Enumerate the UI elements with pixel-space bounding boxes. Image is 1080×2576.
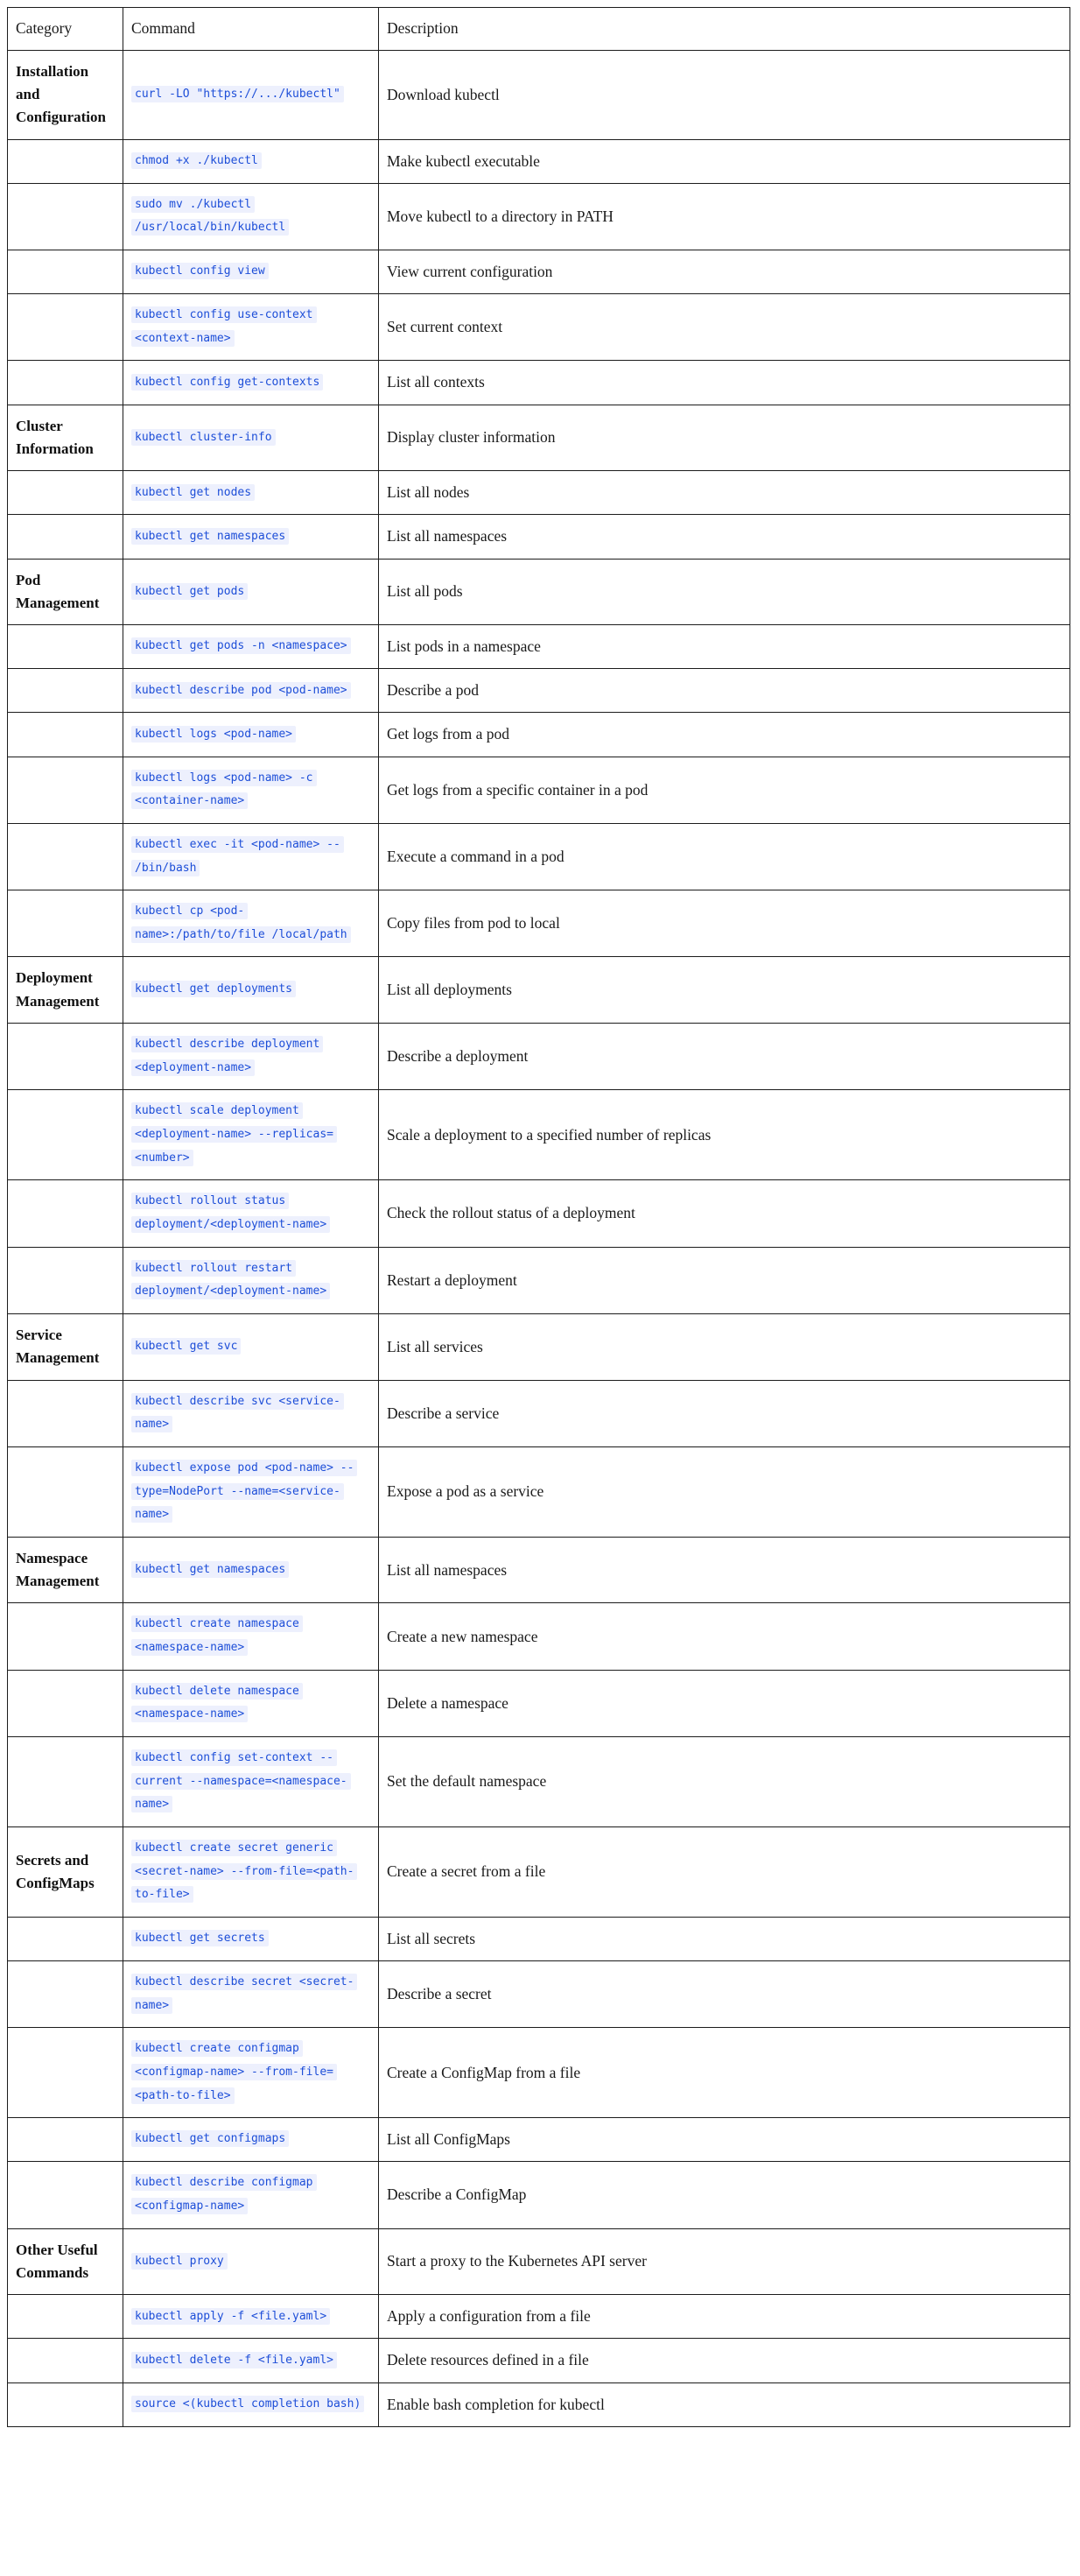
cell-command <box>123 2339 379 2382</box>
cell-category: Other Useful Commands <box>8 2228 123 2295</box>
table-row <box>8 669 1070 713</box>
cell-command <box>123 757 379 823</box>
cell-category <box>8 2295 123 2339</box>
cell-command <box>123 2295 379 2339</box>
cell-description: Execute a command in a pod <box>379 823 1070 890</box>
cell-command <box>123 139 379 183</box>
command-code[interactable]: kubectl rollout restart deployment/<deployment-name> <box>131 1260 330 1300</box>
cell-description: Create a secret from a file <box>379 1826 1070 1917</box>
cell-category <box>8 515 123 559</box>
cell-command <box>123 2118 379 2162</box>
cell-description: Set the default namespace <box>379 1737 1070 1827</box>
cell-command <box>123 1313 379 1380</box>
cell-category <box>8 1917 123 1960</box>
table-header-row <box>8 8 1070 51</box>
cell-category <box>8 713 123 757</box>
cell-command <box>123 1180 379 1247</box>
table-row <box>8 1180 1070 1247</box>
table-row <box>8 1670 1070 1736</box>
cell-command <box>123 515 379 559</box>
command-code[interactable]: sudo mv ./kubectl /usr/local/bin/kubectl <box>131 196 289 236</box>
command-code[interactable]: kubectl logs <pod-name> -c <container-name> <box>131 770 317 810</box>
cell-category <box>8 1670 123 1736</box>
command-code[interactable]: kubectl expose pod <pod-name> --type=NodePort --name=<service-name> <box>131 1460 357 1523</box>
cell-command <box>123 1826 379 1917</box>
table-row <box>8 1537 1070 1603</box>
table-row <box>8 625 1070 669</box>
table-row <box>8 823 1070 890</box>
table-row <box>8 515 1070 559</box>
command-code[interactable]: kubectl describe configmap <configmap-name> <box>131 2174 317 2214</box>
cell-description: List all contexts <box>379 361 1070 405</box>
cell-command <box>123 823 379 890</box>
cell-description: Display cluster information <box>379 405 1070 471</box>
cell-category: Service Management <box>8 1313 123 1380</box>
cell-command <box>123 669 379 713</box>
command-code[interactable]: kubectl config view <box>131 263 269 279</box>
cell-description: Start a proxy to the Kubernetes API server <box>379 2228 1070 2295</box>
cell-description: Get logs from a pod <box>379 713 1070 757</box>
cell-command <box>123 713 379 757</box>
cell-command <box>123 957 379 1024</box>
cell-description: List all secrets <box>379 1917 1070 1960</box>
cell-category <box>8 294 123 361</box>
command-code[interactable]: kubectl create namespace <namespace-name> <box>131 1615 303 1656</box>
command-code[interactable]: kubectl describe svc <service-name> <box>131 1393 344 1433</box>
cell-command <box>123 2028 379 2118</box>
cell-category: Pod Management <box>8 559 123 625</box>
command-code[interactable]: kubectl create secret generic <secret-name> --from-file=<path-to-file> <box>131 1840 357 1903</box>
cell-category <box>8 2382 123 2426</box>
command-code[interactable]: kubectl describe secret <secret-name> <box>131 1974 357 2014</box>
cell-description: Describe a deployment <box>379 1024 1070 1090</box>
command-code[interactable]: source <(kubectl completion bash) <box>131 2396 364 2412</box>
cell-category: Installation and Configuration <box>8 50 123 139</box>
cell-description: Describe a ConfigMap <box>379 2162 1070 2228</box>
cell-category <box>8 823 123 890</box>
cell-category <box>8 1090 123 1180</box>
command-code[interactable]: kubectl get pods <box>131 583 248 600</box>
command-code[interactable]: kubectl get configmaps <box>131 2130 289 2147</box>
command-code[interactable]: kubectl get nodes <box>131 484 255 501</box>
cell-command <box>123 1380 379 1446</box>
cell-command <box>123 1917 379 1960</box>
cell-description: Delete resources defined in a file <box>379 2339 1070 2382</box>
cell-command <box>123 1670 379 1736</box>
table-row <box>8 405 1070 471</box>
cell-command <box>123 294 379 361</box>
command-code[interactable]: kubectl cluster-info <box>131 429 276 446</box>
cell-command <box>123 1247 379 1313</box>
table-row <box>8 1917 1070 1960</box>
column-header-command: Command <box>123 8 379 51</box>
cell-command <box>123 625 379 669</box>
cell-description: Download kubectl <box>379 50 1070 139</box>
table-row <box>8 2118 1070 2162</box>
cell-command <box>123 471 379 515</box>
command-code[interactable]: kubectl delete -f <file.yaml> <box>131 2352 337 2368</box>
command-code[interactable]: kubectl create configmap <configmap-name> --from-file=<path-to-file> <box>131 2040 337 2103</box>
command-code[interactable]: chmod +x ./kubectl <box>131 152 262 169</box>
cell-command <box>123 2382 379 2426</box>
cell-description: List all namespaces <box>379 515 1070 559</box>
cell-category <box>8 1603 123 1670</box>
cell-description: Get logs from a specific container in a pod <box>379 757 1070 823</box>
cell-category: Secrets and ConfigMaps <box>8 1826 123 1917</box>
cell-description: Move kubectl to a directory in PATH <box>379 183 1070 250</box>
table-header <box>8 8 1070 51</box>
table-row <box>8 1446 1070 1537</box>
cell-description: Set current context <box>379 294 1070 361</box>
cell-category <box>8 2118 123 2162</box>
command-code[interactable]: kubectl config use-context <context-name> <box>131 306 317 347</box>
cell-category <box>8 1446 123 1537</box>
cell-category <box>8 2162 123 2228</box>
cell-command <box>123 361 379 405</box>
table-row <box>8 2162 1070 2228</box>
cell-command <box>123 1024 379 1090</box>
cell-description: Describe a service <box>379 1380 1070 1446</box>
cell-description: List all deployments <box>379 957 1070 1024</box>
table-row <box>8 2228 1070 2295</box>
table-row <box>8 890 1070 957</box>
cell-category <box>8 890 123 957</box>
command-code[interactable]: kubectl get deployments <box>131 981 296 997</box>
cell-description: Scale a deployment to a specified number of replicas <box>379 1090 1070 1180</box>
cell-category <box>8 625 123 669</box>
command-code[interactable]: kubectl get pods -n <namespace> <box>131 637 351 654</box>
cell-category: Deployment Management <box>8 957 123 1024</box>
table-row <box>8 294 1070 361</box>
cell-command <box>123 1961 379 2028</box>
cell-description: Restart a deployment <box>379 1247 1070 1313</box>
command-code[interactable]: kubectl config get-contexts <box>131 374 323 391</box>
column-header-category: Category <box>8 8 123 51</box>
table-row <box>8 957 1070 1024</box>
cell-category <box>8 1180 123 1247</box>
cell-description: Describe a secret <box>379 1961 1070 2028</box>
command-code[interactable]: kubectl exec -it <pod-name> -- /bin/bash <box>131 836 344 876</box>
cell-category <box>8 757 123 823</box>
table-row <box>8 1313 1070 1380</box>
table-body <box>8 50 1070 2426</box>
cell-command <box>123 50 379 139</box>
table-row <box>8 1603 1070 1670</box>
cell-description: Copy files from pod to local <box>379 890 1070 957</box>
table-row <box>8 1090 1070 1180</box>
cell-category <box>8 1961 123 2028</box>
command-code[interactable]: kubectl cp <pod-name>:/path/to/file /local/path <box>131 903 351 943</box>
table-row <box>8 1961 1070 2028</box>
table-row <box>8 1024 1070 1090</box>
table-row <box>8 139 1070 183</box>
command-code[interactable]: kubectl get svc <box>131 1338 241 1355</box>
table-row <box>8 1826 1070 1917</box>
cell-category <box>8 669 123 713</box>
command-code[interactable]: kubectl logs <pod-name> <box>131 726 296 743</box>
command-code[interactable]: kubectl describe pod <pod-name> <box>131 682 351 699</box>
table-row <box>8 757 1070 823</box>
cell-description: Make kubectl executable <box>379 139 1070 183</box>
cell-command <box>123 405 379 471</box>
cell-command <box>123 2228 379 2295</box>
cell-category <box>8 250 123 294</box>
table-row <box>8 1380 1070 1446</box>
column-header-description: Description <box>379 8 1070 51</box>
table-row <box>8 183 1070 250</box>
table-row <box>8 471 1070 515</box>
table-row <box>8 1247 1070 1313</box>
cell-category <box>8 1737 123 1827</box>
cell-description: Enable bash completion for kubectl <box>379 2382 1070 2426</box>
cell-command <box>123 183 379 250</box>
cell-command <box>123 2162 379 2228</box>
cell-command <box>123 1603 379 1670</box>
table-row <box>8 1737 1070 1827</box>
cell-description: List pods in a namespace <box>379 625 1070 669</box>
table-row <box>8 2028 1070 2118</box>
table-row <box>8 50 1070 139</box>
cell-command <box>123 1446 379 1537</box>
cell-description: View current configuration <box>379 250 1070 294</box>
command-code[interactable]: kubectl get secrets <box>131 1930 269 1946</box>
command-code[interactable]: kubectl scale deployment <deployment-name> --replicas=<number> <box>131 1102 337 1165</box>
cell-description: Describe a pod <box>379 669 1070 713</box>
command-code[interactable]: kubectl delete namespace <namespace-name> <box>131 1683 303 1723</box>
cell-description: Expose a pod as a service <box>379 1446 1070 1537</box>
cell-category <box>8 1024 123 1090</box>
kubectl-cheatsheet-table <box>7 7 1070 2427</box>
table-row <box>8 713 1070 757</box>
cell-description: Create a new namespace <box>379 1603 1070 1670</box>
cell-command <box>123 1090 379 1180</box>
table-row <box>8 559 1070 625</box>
cell-command <box>123 1737 379 1827</box>
cell-description: List all namespaces <box>379 1537 1070 1603</box>
cell-description: List all ConfigMaps <box>379 2118 1070 2162</box>
cell-category <box>8 1247 123 1313</box>
cell-category <box>8 361 123 405</box>
cell-category: Cluster Information <box>8 405 123 471</box>
cell-category: Namespace Management <box>8 1537 123 1603</box>
table-row <box>8 2339 1070 2382</box>
table-row <box>8 2295 1070 2339</box>
cell-description: Apply a configuration from a file <box>379 2295 1070 2339</box>
cell-description: List all pods <box>379 559 1070 625</box>
command-code[interactable]: curl -LO "https://.../kubectl" <box>131 86 344 102</box>
table-row <box>8 250 1070 294</box>
cell-description: Check the rollout status of a deployment <box>379 1180 1070 1247</box>
command-code[interactable]: kubectl apply -f <file.yaml> <box>131 2308 330 2325</box>
command-code[interactable]: kubectl get namespaces <box>131 1561 289 1578</box>
cell-category <box>8 139 123 183</box>
cell-category <box>8 1380 123 1446</box>
cell-category <box>8 183 123 250</box>
cell-category <box>8 471 123 515</box>
command-code[interactable]: kubectl proxy <box>131 2253 228 2270</box>
table-row <box>8 361 1070 405</box>
table-row <box>8 2382 1070 2426</box>
cell-description: List all nodes <box>379 471 1070 515</box>
cell-category <box>8 2028 123 2118</box>
cell-command <box>123 559 379 625</box>
cell-category <box>8 2339 123 2382</box>
command-code[interactable]: kubectl config set-context --current --namespace=<namespace-name> <box>131 1749 351 1812</box>
command-code[interactable]: kubectl get namespaces <box>131 528 289 545</box>
cell-command <box>123 890 379 957</box>
cell-command <box>123 1537 379 1603</box>
command-code[interactable]: kubectl rollout status deployment/<deployment-name> <box>131 1193 330 1233</box>
command-code[interactable]: kubectl describe deployment <deployment-name> <box>131 1036 323 1076</box>
cell-description: List all services <box>379 1313 1070 1380</box>
cell-command <box>123 250 379 294</box>
cell-description: Delete a namespace <box>379 1670 1070 1736</box>
cell-description: Create a ConfigMap from a file <box>379 2028 1070 2118</box>
